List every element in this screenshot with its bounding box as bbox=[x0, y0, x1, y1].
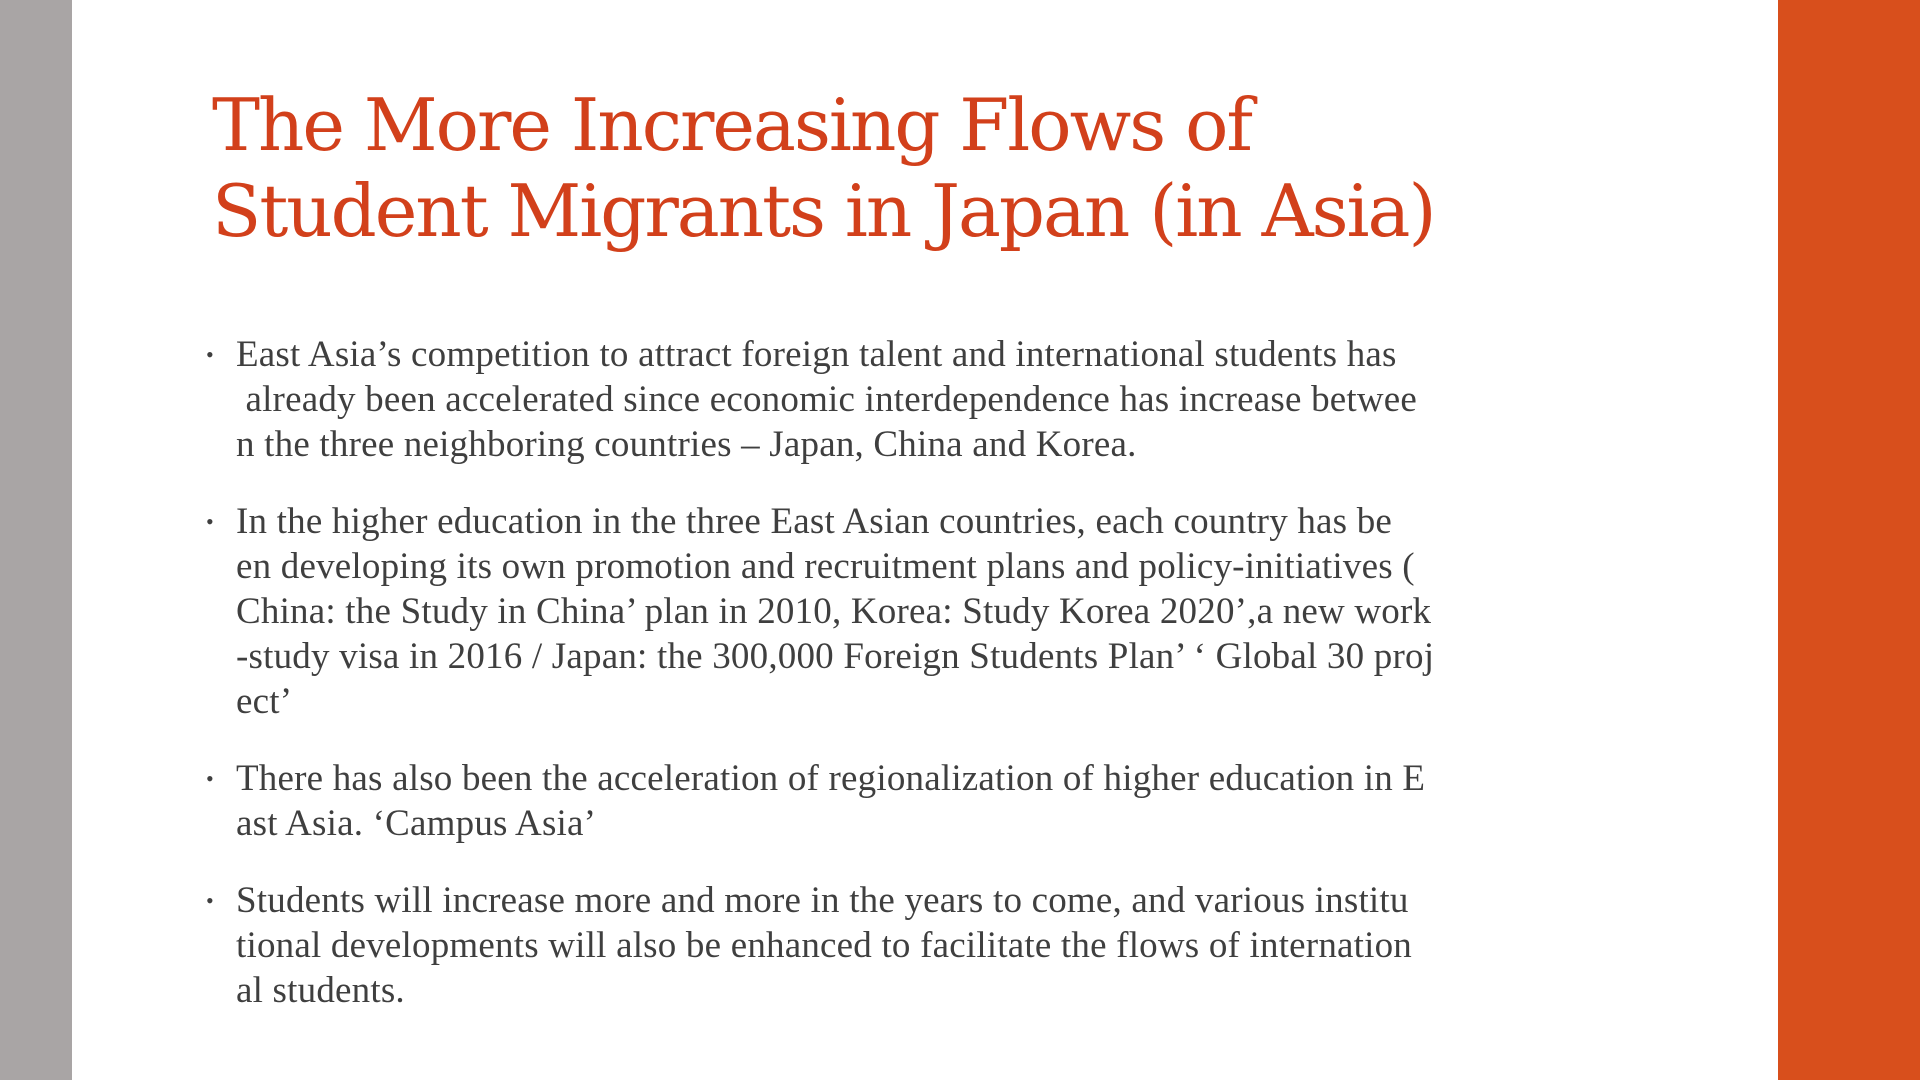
bullet-marker: • bbox=[206, 342, 214, 367]
bullet-item-1 bbox=[206, 332, 1726, 467]
bullet-text: Students will increase more and more in the years to come, and various institu tional developments will also be enhanced to facilitate the flows of internation al students. bbox=[236, 880, 1413, 1011]
bullet-item-4 bbox=[206, 878, 1726, 1013]
slide-title-line-2: Student Migrants in Japan (in Asia) bbox=[212, 169, 1435, 253]
bullet-list bbox=[206, 332, 1726, 1045]
right-accent-bar bbox=[1778, 0, 1920, 1080]
bullet-text: East Asia’s competition to attract foreign talent and international students has already been accelerated since economic interdependence has increase betwee n the three neighboring countries – Japan, China and Korea. bbox=[236, 334, 1418, 465]
left-accent-bar bbox=[0, 0, 72, 1080]
slide-title-line-1: The More Increasing Flows of bbox=[212, 83, 1252, 167]
slide-title bbox=[212, 82, 1732, 254]
bullet-marker: • bbox=[206, 766, 214, 791]
bullet-text: In the higher education in the three East Asian countries, each country has be en developing its own promotion and recruitment plans and policy-initiatives ( China: the Study in China’ plan in 2010, Korea: Study Korea 2020’,a new work -study visa in 2016 / Japan: the 300,000 Foreign Students Plan’ ‘ Global 30 proj ect’ bbox=[236, 501, 1435, 722]
bullet-text: There has also been the acceleration of regionalization of higher education in E ast Asia. ‘Campus Asia’ bbox=[236, 758, 1426, 844]
bullet-item-3 bbox=[206, 756, 1726, 846]
bullet-item-2 bbox=[206, 499, 1726, 724]
bullet-marker: • bbox=[206, 888, 214, 913]
bullet-marker: • bbox=[206, 509, 214, 534]
